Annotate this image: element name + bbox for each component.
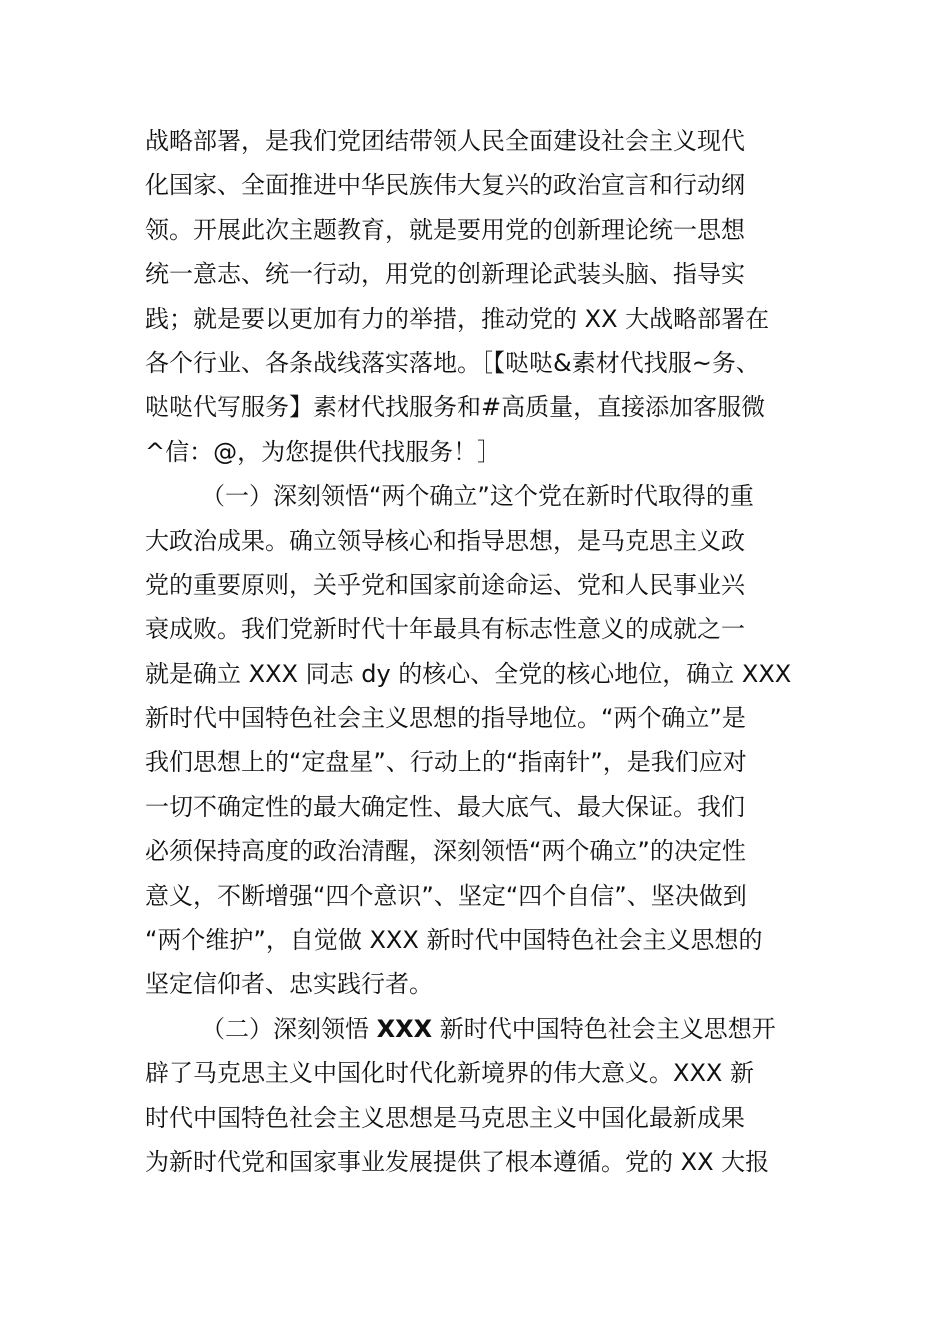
text-line: ^信：@，为您提供代找服务！］: [145, 437, 502, 466]
text-line: 坚定信仰者、忠实践行者。: [145, 970, 433, 999]
text-line: 统一意志、统一行动，用党的创新理论武装头脑、指导实: [145, 260, 745, 289]
text-line: 党的重要原则，关乎党和国家前途命运、党和人民事业兴: [145, 570, 745, 599]
heading-suffix: 新时代中国特色社会主义思想开: [432, 1014, 776, 1043]
text-line: 领。开展此次主题教育，就是要用党的创新理论统一思想: [145, 215, 745, 244]
text-line: 各个行业、各条战线落实落地。［【哒哒&素材代找服~务、: [145, 348, 760, 377]
text-line: 战略部署，是我们党团结带领人民全面建设社会主义现代: [145, 127, 745, 155]
body-text: [145, 119, 825, 1184]
section-heading-line: （一）深刻领悟“两个确立”这个党在新时代取得的重: [201, 482, 754, 511]
heading-prefix: （二）深刻领悟: [201, 1014, 377, 1043]
text-line: 哒哒代写服务】素材代找服务和#高质量，直接添加客服微: [145, 393, 766, 422]
text-line: 辟了马克思主义中国化时代化新境界的伟大意义。XXX 新: [145, 1059, 754, 1088]
text-line: 为新时代党和国家事业发展提供了根本遵循。党的 XX 大报: [145, 1147, 770, 1176]
text-line: 必须保持高度的政治清醒，深刻领悟“两个确立”的决定性: [145, 837, 746, 866]
text-line: “两个维护”，自觉做 XXX 新时代中国特色社会主义思想的: [145, 926, 763, 955]
text-line: 意义，不断增强“四个意识”、坚定“四个自信”、坚决做到: [145, 881, 747, 910]
text-line: 时代中国特色社会主义思想是马克思主义中国化最新成果: [145, 1103, 745, 1132]
bold-xxx: XXX: [376, 1014, 433, 1043]
text-line: 衰成败。我们党新时代十年最具有标志性意义的成就之一: [145, 615, 745, 644]
section-heading-line: [145, 1007, 825, 1051]
text-line: 大政治成果。确立领导核心和指导思想，是马克思主义政: [145, 526, 745, 555]
text-line: 化国家、全面推进中华民族伟大复兴的政治宣言和行动纲: [145, 171, 745, 200]
text-line: 一切不确定性的最大确定性、最大底气、最大保证。我们: [145, 792, 745, 821]
text-line: 我们思想上的“定盘星”、行动上的“指南针”，是我们应对: [145, 748, 747, 777]
text-line: 就是确立 XXX 同志 dy 的核心、全党的核心地位，确立 XXX: [145, 659, 792, 688]
text-line: 新时代中国特色社会主义思想的指导地位。“两个确立”是: [145, 704, 746, 733]
text-line: 践；就是要以更加有力的举措，推动党的 XX 大战略部署在: [145, 304, 770, 333]
